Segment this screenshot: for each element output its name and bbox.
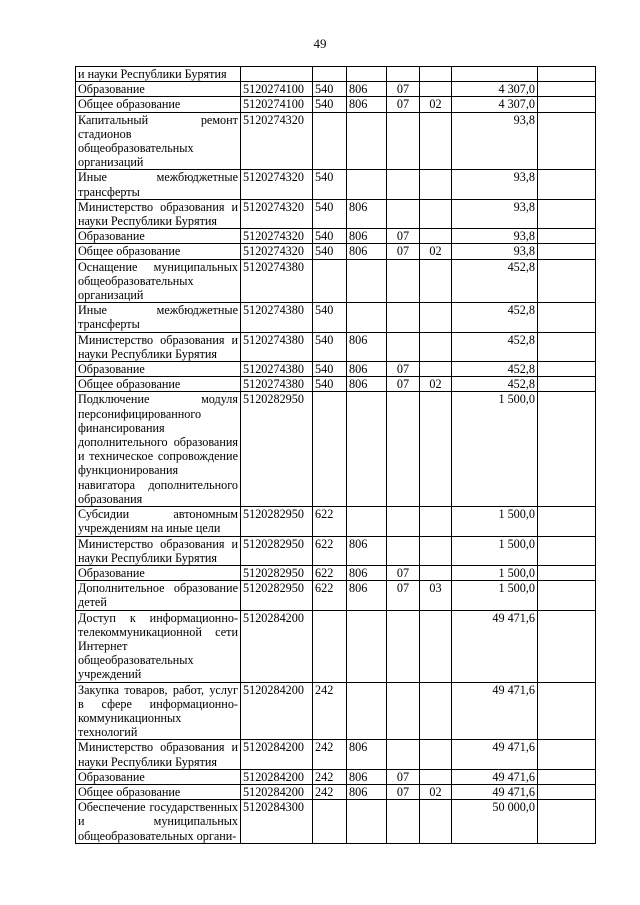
row-expense-type-cell [313, 259, 347, 303]
row-subsection-cell [420, 362, 452, 377]
row-name-cell: Обеспечение государственных и муниципальных общеобразовательных органи- [76, 800, 241, 844]
row-expense-type-cell: 242 [313, 784, 347, 799]
row-section-cell [387, 112, 420, 170]
row-name-cell: Капитальный ремонт стадионов общеобразовательных организаций [76, 112, 241, 170]
row-section-cell: 07 [387, 769, 420, 784]
row-subsection-cell [420, 259, 452, 303]
row-subsection-cell: 02 [420, 377, 452, 392]
row-department-cell: 806 [347, 377, 387, 392]
row-sum-cell: 49 471,6 [452, 682, 538, 740]
table-row [76, 112, 596, 170]
row-department-cell: 806 [347, 97, 387, 112]
row-department-cell [347, 112, 387, 170]
row-sum-cell: 1 500,0 [452, 507, 538, 536]
row-extra-cell [538, 769, 596, 784]
row-subsection-cell [420, 229, 452, 244]
table-row [76, 769, 596, 784]
row-name-cell: Общее образование [76, 97, 241, 112]
row-code-cell: 5120284200 [241, 784, 313, 799]
row-expense-type-cell: 242 [313, 740, 347, 769]
row-sum-cell: 49 471,6 [452, 784, 538, 799]
row-subsection-cell [420, 303, 452, 332]
row-name-cell: Иные межбюджетные трансферты [76, 303, 241, 332]
row-code-cell: 5120274100 [241, 97, 313, 112]
row-sum-cell: 1 500,0 [452, 581, 538, 610]
row-extra-cell [538, 581, 596, 610]
row-subsection-cell [420, 536, 452, 565]
row-code-cell: 5120282950 [241, 507, 313, 536]
row-code-cell: 5120274380 [241, 332, 313, 361]
row-sum-cell: 50 000,0 [452, 800, 538, 844]
row-sum-cell: 49 471,6 [452, 769, 538, 784]
row-department-cell [347, 170, 387, 199]
row-section-cell [387, 199, 420, 228]
row-section-cell [387, 682, 420, 740]
table-body [76, 67, 596, 844]
row-subsection-cell [420, 82, 452, 97]
row-extra-cell [538, 507, 596, 536]
row-sum-cell: 4 307,0 [452, 97, 538, 112]
row-code-cell: 5120274320 [241, 244, 313, 259]
row-expense-type-cell [313, 610, 347, 682]
row-sum-cell: 1 500,0 [452, 392, 538, 507]
row-department-cell [347, 303, 387, 332]
row-extra-cell [538, 259, 596, 303]
row-department-cell: 806 [347, 784, 387, 799]
table-row [76, 97, 596, 112]
row-expense-type-cell: 622 [313, 536, 347, 565]
table-row [76, 740, 596, 769]
table-row [76, 303, 596, 332]
row-section-cell: 07 [387, 97, 420, 112]
row-code-cell: 5120284300 [241, 800, 313, 844]
row-sum-cell: 452,8 [452, 332, 538, 361]
row-section-cell [387, 332, 420, 361]
row-extra-cell [538, 740, 596, 769]
row-code-cell: 5120284200 [241, 769, 313, 784]
row-name-cell: Дополнительное образование детей [76, 581, 241, 610]
row-expense-type-cell: 540 [313, 97, 347, 112]
row-code-cell [241, 67, 313, 82]
table-row [76, 581, 596, 610]
table-row [76, 199, 596, 228]
row-code-cell: 5120274320 [241, 199, 313, 228]
row-extra-cell [538, 682, 596, 740]
row-extra-cell [538, 362, 596, 377]
row-subsection-cell [420, 769, 452, 784]
row-extra-cell [538, 112, 596, 170]
row-section-cell: 07 [387, 581, 420, 610]
row-code-cell: 5120274320 [241, 170, 313, 199]
row-subsection-cell [420, 199, 452, 228]
row-sum-cell: 93,8 [452, 244, 538, 259]
budget-table [75, 66, 596, 844]
row-section-cell [387, 67, 420, 82]
row-section-cell: 07 [387, 377, 420, 392]
row-code-cell: 5120274320 [241, 112, 313, 170]
row-extra-cell [538, 610, 596, 682]
row-code-cell: 5120274320 [241, 229, 313, 244]
row-subsection-cell [420, 112, 452, 170]
row-expense-type-cell: 540 [313, 82, 347, 97]
row-sum-cell: 452,8 [452, 377, 538, 392]
table-row [76, 507, 596, 536]
row-department-cell: 806 [347, 769, 387, 784]
row-extra-cell [538, 67, 596, 82]
table-row [76, 67, 596, 82]
row-sum-cell: 1 500,0 [452, 536, 538, 565]
row-department-cell: 806 [347, 82, 387, 97]
row-department-cell: 806 [347, 199, 387, 228]
row-name-cell: Министерство образования и науки Республики Бурятия [76, 740, 241, 769]
row-extra-cell [538, 784, 596, 799]
row-subsection-cell: 02 [420, 244, 452, 259]
table-row [76, 244, 596, 259]
row-subsection-cell [420, 682, 452, 740]
row-department-cell [347, 392, 387, 507]
row-code-cell: 5120282950 [241, 536, 313, 565]
row-name-cell: Образование [76, 82, 241, 97]
row-section-cell [387, 610, 420, 682]
row-subsection-cell [420, 392, 452, 507]
row-sum-cell: 93,8 [452, 199, 538, 228]
row-section-cell: 07 [387, 362, 420, 377]
row-department-cell [347, 610, 387, 682]
page-number: 49 [313, 36, 327, 51]
row-section-cell [387, 740, 420, 769]
row-department-cell: 806 [347, 581, 387, 610]
table-row [76, 377, 596, 392]
row-code-cell: 5120282950 [241, 392, 313, 507]
row-section-cell: 07 [387, 229, 420, 244]
row-sum-cell: 4 307,0 [452, 82, 538, 97]
row-section-cell: 07 [387, 784, 420, 799]
row-section-cell [387, 507, 420, 536]
table-row [76, 784, 596, 799]
table-row [76, 332, 596, 361]
row-expense-type-cell: 540 [313, 377, 347, 392]
row-expense-type-cell: 540 [313, 199, 347, 228]
row-code-cell: 5120274380 [241, 259, 313, 303]
row-extra-cell [538, 332, 596, 361]
row-expense-type-cell: 540 [313, 332, 347, 361]
row-name-cell: Образование [76, 362, 241, 377]
row-department-cell: 806 [347, 332, 387, 361]
row-name-cell: Общее образование [76, 784, 241, 799]
row-extra-cell [538, 97, 596, 112]
row-code-cell: 5120284200 [241, 682, 313, 740]
row-sum-cell: 452,8 [452, 259, 538, 303]
row-section-cell [387, 536, 420, 565]
row-name-cell: Иные межбюджетные трансферты [76, 170, 241, 199]
row-extra-cell [538, 229, 596, 244]
row-extra-cell [538, 536, 596, 565]
row-expense-type-cell: 540 [313, 303, 347, 332]
row-section-cell [387, 170, 420, 199]
row-sum-cell [452, 67, 538, 82]
row-code-cell: 5120274380 [241, 303, 313, 332]
row-section-cell [387, 303, 420, 332]
table-row [76, 392, 596, 507]
row-extra-cell [538, 82, 596, 97]
row-subsection-cell [420, 507, 452, 536]
row-subsection-cell: 02 [420, 784, 452, 799]
row-sum-cell: 452,8 [452, 303, 538, 332]
row-extra-cell [538, 377, 596, 392]
row-expense-type-cell: 540 [313, 244, 347, 259]
row-name-cell: Образование [76, 769, 241, 784]
row-name-cell: Субсидии автономным учреждениям на иные цели [76, 507, 241, 536]
row-subsection-cell [420, 565, 452, 580]
row-name-cell: Оснащение муниципальных общеобразовательных организаций [76, 259, 241, 303]
row-name-cell: Министерство образования и науки Республики Бурятия [76, 199, 241, 228]
row-expense-type-cell: 540 [313, 362, 347, 377]
row-expense-type-cell [313, 67, 347, 82]
row-name-cell: и науки Республики Бурятия [76, 67, 241, 82]
row-name-cell: Общее образование [76, 377, 241, 392]
row-extra-cell [538, 392, 596, 507]
row-extra-cell [538, 800, 596, 844]
row-subsection-cell [420, 740, 452, 769]
row-sum-cell: 452,8 [452, 362, 538, 377]
row-code-cell: 5120274380 [241, 377, 313, 392]
row-section-cell [387, 259, 420, 303]
row-department-cell [347, 507, 387, 536]
row-expense-type-cell: 242 [313, 769, 347, 784]
row-subsection-cell [420, 800, 452, 844]
row-department-cell: 806 [347, 362, 387, 377]
table-row [76, 362, 596, 377]
row-expense-type-cell: 622 [313, 565, 347, 580]
row-name-cell: Образование [76, 565, 241, 580]
row-code-cell: 5120274380 [241, 362, 313, 377]
row-expense-type-cell [313, 800, 347, 844]
row-subsection-cell [420, 170, 452, 199]
row-extra-cell [538, 244, 596, 259]
table-row [76, 229, 596, 244]
row-subsection-cell [420, 332, 452, 361]
row-subsection-cell [420, 67, 452, 82]
row-code-cell: 5120282950 [241, 565, 313, 580]
row-expense-type-cell: 540 [313, 170, 347, 199]
row-code-cell: 5120284200 [241, 740, 313, 769]
row-department-cell [347, 67, 387, 82]
row-expense-type-cell: 622 [313, 581, 347, 610]
table-row [76, 800, 596, 844]
row-expense-type-cell: 540 [313, 229, 347, 244]
row-section-cell [387, 800, 420, 844]
row-extra-cell [538, 303, 596, 332]
row-sum-cell: 1 500,0 [452, 565, 538, 580]
row-department-cell: 806 [347, 244, 387, 259]
row-code-cell: 5120274100 [241, 82, 313, 97]
row-expense-type-cell: 242 [313, 682, 347, 740]
row-extra-cell [538, 170, 596, 199]
table-row [76, 536, 596, 565]
row-extra-cell [538, 199, 596, 228]
row-section-cell: 07 [387, 82, 420, 97]
row-department-cell: 806 [347, 536, 387, 565]
row-expense-type-cell: 622 [313, 507, 347, 536]
table-row [76, 610, 596, 682]
row-section-cell: 07 [387, 565, 420, 580]
row-sum-cell: 49 471,6 [452, 610, 538, 682]
row-subsection-cell [420, 610, 452, 682]
table-row [76, 259, 596, 303]
row-sum-cell: 93,8 [452, 170, 538, 199]
row-name-cell: Подключение модуля персонифицированного финансирования дополнительного образования и техническое сопровождение функционирования навигатора дополнительного образования [76, 392, 241, 507]
row-extra-cell [538, 565, 596, 580]
row-code-cell: 5120282950 [241, 581, 313, 610]
row-section-cell: 07 [387, 244, 420, 259]
row-expense-type-cell [313, 392, 347, 507]
row-department-cell: 806 [347, 740, 387, 769]
row-subsection-cell: 02 [420, 97, 452, 112]
row-name-cell: Министерство образования и науки Республики Бурятия [76, 536, 241, 565]
row-name-cell: Доступ к информационно-телекоммуникационной сети Интернет общеобразовательных учреждений [76, 610, 241, 682]
row-department-cell: 806 [347, 565, 387, 580]
row-department-cell: 806 [347, 229, 387, 244]
table-row [76, 565, 596, 580]
table-row [76, 82, 596, 97]
row-department-cell [347, 259, 387, 303]
row-department-cell [347, 800, 387, 844]
table-row [76, 170, 596, 199]
row-expense-type-cell [313, 112, 347, 170]
row-name-cell: Общее образование [76, 244, 241, 259]
row-department-cell [347, 682, 387, 740]
row-sum-cell: 93,8 [452, 229, 538, 244]
row-name-cell: Закупка товаров, работ, услуг в сфере информационно-коммуникационных технологий [76, 682, 241, 740]
row-sum-cell: 93,8 [452, 112, 538, 170]
row-code-cell: 5120284200 [241, 610, 313, 682]
row-name-cell: Образование [76, 229, 241, 244]
row-name-cell: Министерство образования и науки Республики Бурятия [76, 332, 241, 361]
row-subsection-cell: 03 [420, 581, 452, 610]
row-section-cell [387, 392, 420, 507]
row-sum-cell: 49 471,6 [452, 740, 538, 769]
table-row [76, 682, 596, 740]
